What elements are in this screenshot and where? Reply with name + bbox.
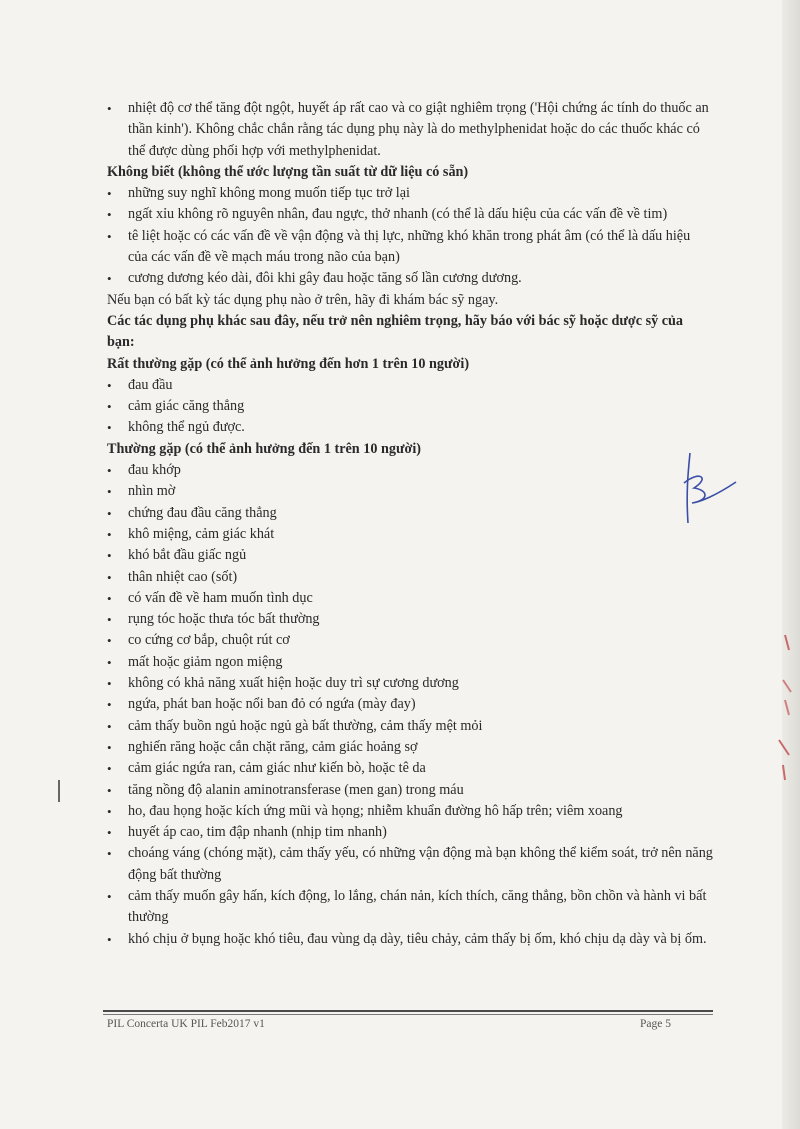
list-item: • đau khớp — [107, 460, 713, 481]
list-item: • tăng nồng độ alanin aminotransferase (men gan) trong máu — [107, 780, 713, 801]
footer-rule — [103, 1010, 713, 1012]
unknown-frequency-list — [107, 183, 713, 289]
other-effects-heading: Các tác dụng phụ khác sau đây, nếu trở nên nghiêm trọng, hãy báo với bác sỹ hoặc dược sỹ của bạn: — [107, 312, 684, 351]
footer-page-number: Page 5 — [640, 1018, 671, 1030]
list-item: • đau đầu — [107, 375, 713, 396]
list-item: • tê liệt hoặc có các vấn đề về vận động và thị lực, những khó khăn trong phát âm (có thể là dấu hiệu của các vấn đề về mạch máu trong não của bạn) — [107, 226, 713, 269]
list-item: • khó chịu ở bụng hoặc khó tiêu, đau vùng dạ dày, tiêu chảy, cảm thấy bị ốm, khó chịu dạ dày và bị ốm. — [107, 929, 713, 950]
list-item: • thân nhiệt cao (sốt) — [107, 567, 713, 588]
list-item: • chứng đau đầu căng thẳng — [107, 503, 713, 524]
list-item: • cảm giác ngứa ran, cảm giác như kiến bò, hoặc tê da — [107, 758, 713, 779]
red-stamp-fragment — [755, 630, 795, 790]
footer-rule-thin — [103, 1014, 713, 1015]
list-item: • huyết áp cao, tim đập nhanh (nhịp tim nhanh) — [107, 822, 713, 843]
list-item: • cương dương kéo dài, đôi khi gây đau hoặc tăng số lần cương dương. — [107, 268, 713, 289]
list-item: • cảm thấy muốn gây hấn, kích động, lo lắng, chán nản, kích thích, căng thẳng, bồn chồn và hành vi bất thường — [107, 886, 713, 929]
list-item: • khó bắt đầu giấc ngủ — [107, 545, 713, 566]
margin-mark — [58, 780, 60, 802]
document-body — [107, 98, 713, 950]
list-item: • không có khả năng xuất hiện hoặc duy trì sự cương dương — [107, 673, 713, 694]
very-common-heading: Rất thường gặp (có thể ảnh hưởng đến hơn 1 trên 10 người) — [107, 355, 470, 372]
footer-document-id: PIL Concerta UK PIL Feb2017 v1 — [107, 1018, 265, 1030]
list-item: • mất hoặc giảm ngon miệng — [107, 652, 713, 673]
list-item: • ngứa, phát ban hoặc nổi ban đỏ có ngứa (mày đay) — [107, 694, 713, 715]
list-item: • choáng váng (chóng mặt), cảm thấy yếu, có những vận động mà bạn không thể kiểm soát, trở nên năng động bất thường — [107, 843, 713, 886]
list-item: • không thể ngủ được. — [107, 417, 713, 438]
common-heading: Thường gặp (có thể ảnh hưởng đến 1 trên 10 người) — [107, 440, 421, 457]
list-item: • có vấn đề về ham muốn tình dục — [107, 588, 713, 609]
common-list — [107, 460, 713, 950]
list-item: • những suy nghĩ không mong muốn tiếp tục trở lại — [107, 183, 713, 204]
list-item: • rụng tóc hoặc thưa tóc bất thường — [107, 609, 713, 630]
list-item: • nghiến răng hoặc cắn chặt răng, cảm giác hoảng sợ — [107, 737, 713, 758]
list-item: • nhìn mờ — [107, 481, 713, 502]
handwritten-initials — [670, 448, 740, 528]
page-edge — [782, 0, 800, 1129]
intro-bullet-list — [107, 98, 713, 162]
unknown-frequency-heading: Không biết (không thể ước lượng tần suất từ dữ liệu có sẵn) — [107, 163, 469, 180]
list-item: • nhiệt độ cơ thể tăng đột ngột, huyết áp rất cao và co giật nghiêm trọng ('Hội chứng ác tính do thuốc an thần kinh'). Không chắc chắn rằng tác dụng phụ này là do methylphenidat hoặc do các thuốc khác có thể được dùng phối hợp với methylphenidat. — [107, 98, 713, 162]
list-item: • cảm giác căng thẳng — [107, 396, 713, 417]
see-doctor-text: Nếu bạn có bất kỳ tác dụng phụ nào ở trên, hãy đi khám bác sỹ ngay. — [107, 291, 499, 308]
list-item: • cảm thấy buồn ngủ hoặc ngủ gà bất thường, cảm thấy mệt mỏi — [107, 716, 713, 737]
list-item: • ngất xỉu không rõ nguyên nhân, đau ngực, thở nhanh (có thể là dấu hiệu của các vấn đề về tim) — [107, 204, 713, 225]
list-item: • khô miệng, cảm giác khát — [107, 524, 713, 545]
list-item: • co cứng cơ bắp, chuột rút cơ — [107, 630, 713, 651]
list-item: • ho, đau họng hoặc kích ứng mũi và họng; nhiễm khuẩn đường hô hấp trên; viêm xoang — [107, 801, 713, 822]
very-common-list — [107, 375, 713, 439]
